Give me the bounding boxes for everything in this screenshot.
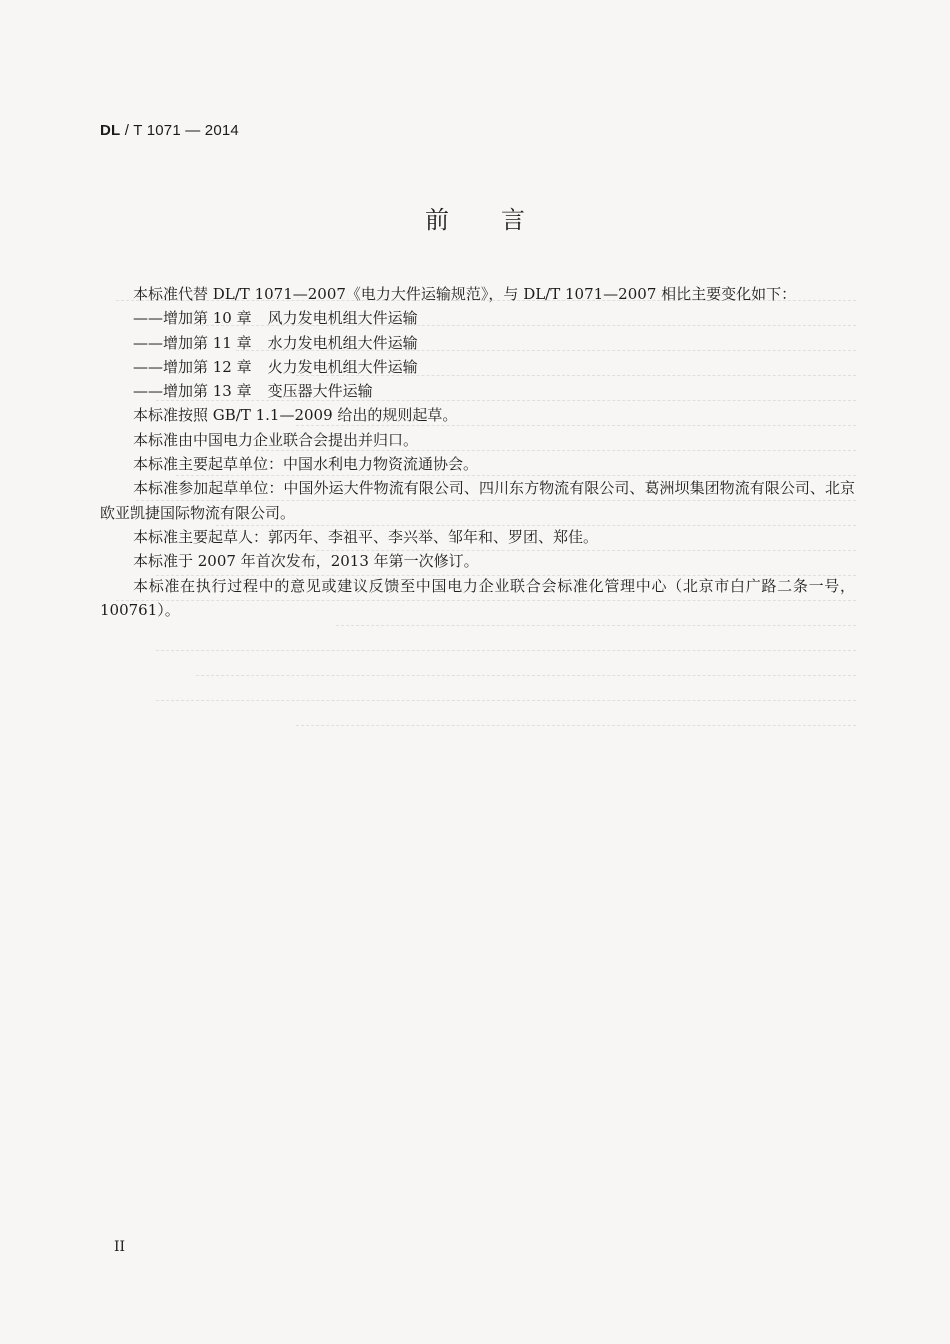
change-item-text: 水力发电机组大件运输 <box>267 333 418 352</box>
standard-code-rest: / T 1071 — 2014 <box>120 122 239 139</box>
show-through-line <box>296 725 856 727</box>
change-item-prefix: ——增加第 13 章 <box>133 382 252 401</box>
show-through-line <box>336 625 856 627</box>
change-item-prefix: ——增加第 12 章 <box>133 357 252 376</box>
page-number: II <box>114 1239 126 1255</box>
feedback-paragraph: 本标准在执行过程中的意见或建议反馈至中国电力企业联合会标准化管理中心（北京市白广路二条一号，100761）。 <box>100 576 855 619</box>
intro-paragraph: 本标准代替 DL/T 1071—2007《电力大件运输规范》，与 DL/T 1071—2007 相比主要变化如下： <box>133 285 797 303</box>
change-item <box>100 331 855 355</box>
participating-units-paragraph: 本标准参加起草单位：中国外运大件物流有限公司、四川东方物流有限公司、葛洲坝集团物流有限公司、北京欧亚凯捷国际物流有限公司。 <box>100 479 855 522</box>
proposer-paragraph: 本标准由中国电力企业联合会提出并归口。 <box>133 430 419 449</box>
change-item-text: 变压器大件运输 <box>267 382 373 401</box>
change-item-text: 火力发电机组大件运输 <box>267 357 418 376</box>
standard-code-prefix: DL <box>100 122 121 139</box>
history-paragraph: 本标准于 2007 年首次发布，2013 年第一次修订。 <box>133 552 479 571</box>
foreword-body <box>100 282 855 622</box>
change-item <box>100 306 855 330</box>
standard-code <box>100 122 239 139</box>
show-through-line <box>156 650 856 652</box>
change-item-text: 风力发电机组大件运输 <box>267 309 418 328</box>
drafting-rules-paragraph: 本标准按照 GB/T 1.1—2009 给出的规则起草。 <box>133 406 458 425</box>
show-through-line <box>196 675 856 677</box>
show-through-line <box>156 700 856 702</box>
change-item <box>100 379 855 403</box>
change-item <box>100 355 855 379</box>
main-drafters-paragraph: 本标准主要起草人：郭丙年、李祖平、李兴举、邹年和、罗团、郑佳。 <box>133 527 599 546</box>
change-item-prefix: ——增加第 10 章 <box>133 309 252 328</box>
change-item-prefix: ——增加第 11 章 <box>133 333 252 352</box>
main-drafting-unit-paragraph: 本标准主要起草单位：中国水利电力物资流通协会。 <box>133 455 479 474</box>
page-title: 前言 <box>425 206 577 234</box>
